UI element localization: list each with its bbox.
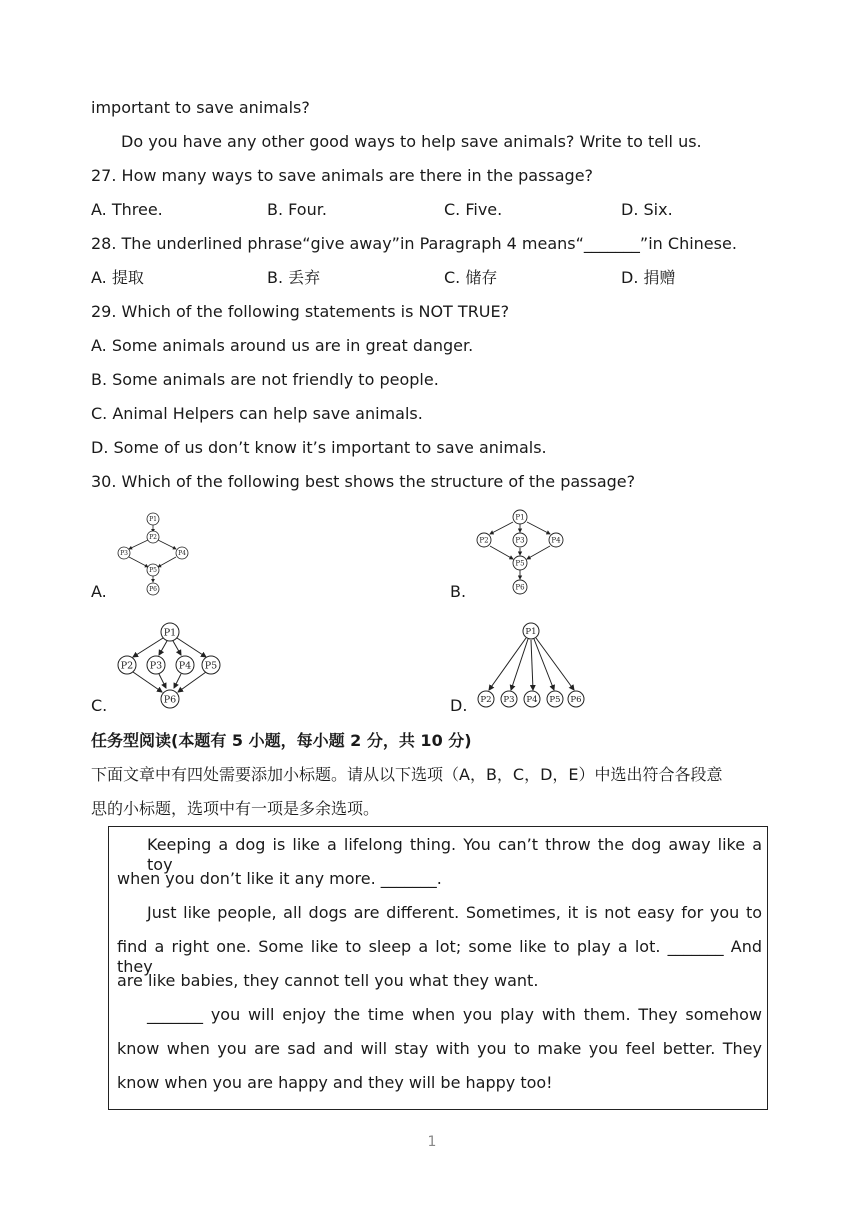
passage-line-6: _______ you will enjoy the time when you play with them. They somehow (147, 1005, 762, 1024)
passage-line-2: when you don’t like it any more. _______. (117, 869, 442, 888)
passage-line-5: are like babies, they cannot tell you what they want. (117, 971, 539, 990)
question-30-option-a[interactable]: A. (91, 582, 107, 601)
question-29-option-b[interactable]: B. Some animals are not friendly to people. (91, 370, 439, 389)
passage-line-8: know when you are happy and they will be happy too! (117, 1073, 553, 1092)
diagram-a-node-p6: P6 (149, 586, 157, 593)
question-27-stem: 27. How many ways to save animals are there in the passage? (91, 166, 594, 185)
diagram-c-node-p1: P1 (163, 627, 177, 639)
structure-diagram-c (112, 620, 224, 712)
diagram-b-node-p1: P1 (515, 513, 525, 522)
question-28-option-b[interactable]: B. 丢弃 (267, 268, 321, 287)
structure-diagram-d (472, 620, 588, 712)
section-instruction-line-1: 下面文章中有四处需要添加小标题。请从以下选项（A，B，C，D，E）中选出符合各段意 (91, 765, 723, 784)
question-29-stem: 29. Which of the following statements is NOT TRUE? (91, 302, 510, 321)
question-29-option-a[interactable]: A. Some animals around us are in great danger. (91, 336, 474, 355)
diagram-c-node-p3: P3 (149, 660, 163, 672)
diagram-b-node-p2: P2 (479, 536, 489, 545)
question-27-option-c[interactable]: C. Five. (444, 200, 503, 219)
diagram-a-node-p2: P2 (149, 534, 157, 541)
question-27-option-d[interactable]: D. Six. (621, 200, 673, 219)
diagram-a-node-p1: P1 (149, 516, 157, 523)
question-30-option-b[interactable]: B. (450, 582, 467, 601)
diagram-a-node-p3: P3 (120, 550, 128, 557)
passage-line-3: Just like people, all dogs are different. Sometimes, it is not easy for you to (147, 903, 762, 922)
diagram-d-node-p4: P4 (526, 695, 538, 705)
diagram-d-node-p3: P3 (503, 695, 515, 705)
question-29-option-d[interactable]: D. Some of us don’t know it’s important to save animals. (91, 438, 547, 457)
question-27-option-a[interactable]: A. Three. (91, 200, 163, 219)
diagram-c-node-p5: P5 (204, 660, 218, 672)
diagram-b-node-p5: P5 (515, 559, 525, 568)
page-number: 1 (427, 1134, 437, 1150)
section-instruction-line-2: 思的小标题，选项中有一项是多余选项。 (91, 799, 380, 818)
passage-box (108, 826, 768, 1110)
structure-diagram-b (470, 506, 570, 598)
question-27-option-b[interactable]: B. Four. (267, 200, 327, 219)
question-28-option-d[interactable]: D. 捐赠 (621, 268, 676, 287)
passage-line-7: know when you are sad and will stay with you to make you feel better. They (117, 1039, 762, 1058)
diagram-c-node-p2: P2 (120, 660, 134, 672)
diagram-c-node-p6: P6 (163, 694, 177, 706)
question-28-stem: 28. The underlined phrase“give away”in Paragraph 4 means“_______”in Chinese. (91, 234, 737, 253)
question-28-option-a[interactable]: A. 提取 (91, 268, 144, 287)
section-title: 任务型阅读(本题有 5 小题，每小题 2 分，共 10 分) (91, 731, 472, 750)
diagram-a-node-p4: P4 (178, 550, 186, 557)
question-30-option-c[interactable]: C. (91, 696, 108, 715)
passage-line-4: find a right one. Some like to sleep a lot; some like to play a lot. _______ And they (117, 937, 762, 976)
question-30-stem: 30. Which of the following best shows the structure of the passage? (91, 472, 636, 491)
intro-line-1: important to save animals? (91, 98, 310, 117)
intro-line-2: Do you have any other good ways to help save animals? Write to tell us. (121, 132, 702, 151)
diagram-b-node-p4: P4 (551, 536, 561, 545)
question-30-option-d[interactable]: D. (450, 696, 468, 715)
diagram-d-node-p5: P5 (549, 695, 561, 705)
question-29-option-c[interactable]: C. Animal Helpers can help save animals. (91, 404, 423, 423)
diagram-b-node-p6: P6 (515, 583, 525, 592)
diagram-d-node-p1: P1 (525, 627, 537, 637)
diagram-b-node-p3: P3 (515, 536, 525, 545)
structure-diagram-a (112, 508, 196, 600)
passage-line-1: Keeping a dog is like a lifelong thing. You can’t throw the dog away like a toy (147, 835, 762, 874)
diagram-c-node-p4: P4 (178, 660, 192, 672)
diagram-a-node-p5: P5 (149, 567, 157, 574)
diagram-d-node-p6: P6 (570, 695, 582, 705)
question-28-option-c[interactable]: C. 储存 (444, 268, 498, 287)
diagram-d-node-p2: P2 (480, 695, 492, 705)
